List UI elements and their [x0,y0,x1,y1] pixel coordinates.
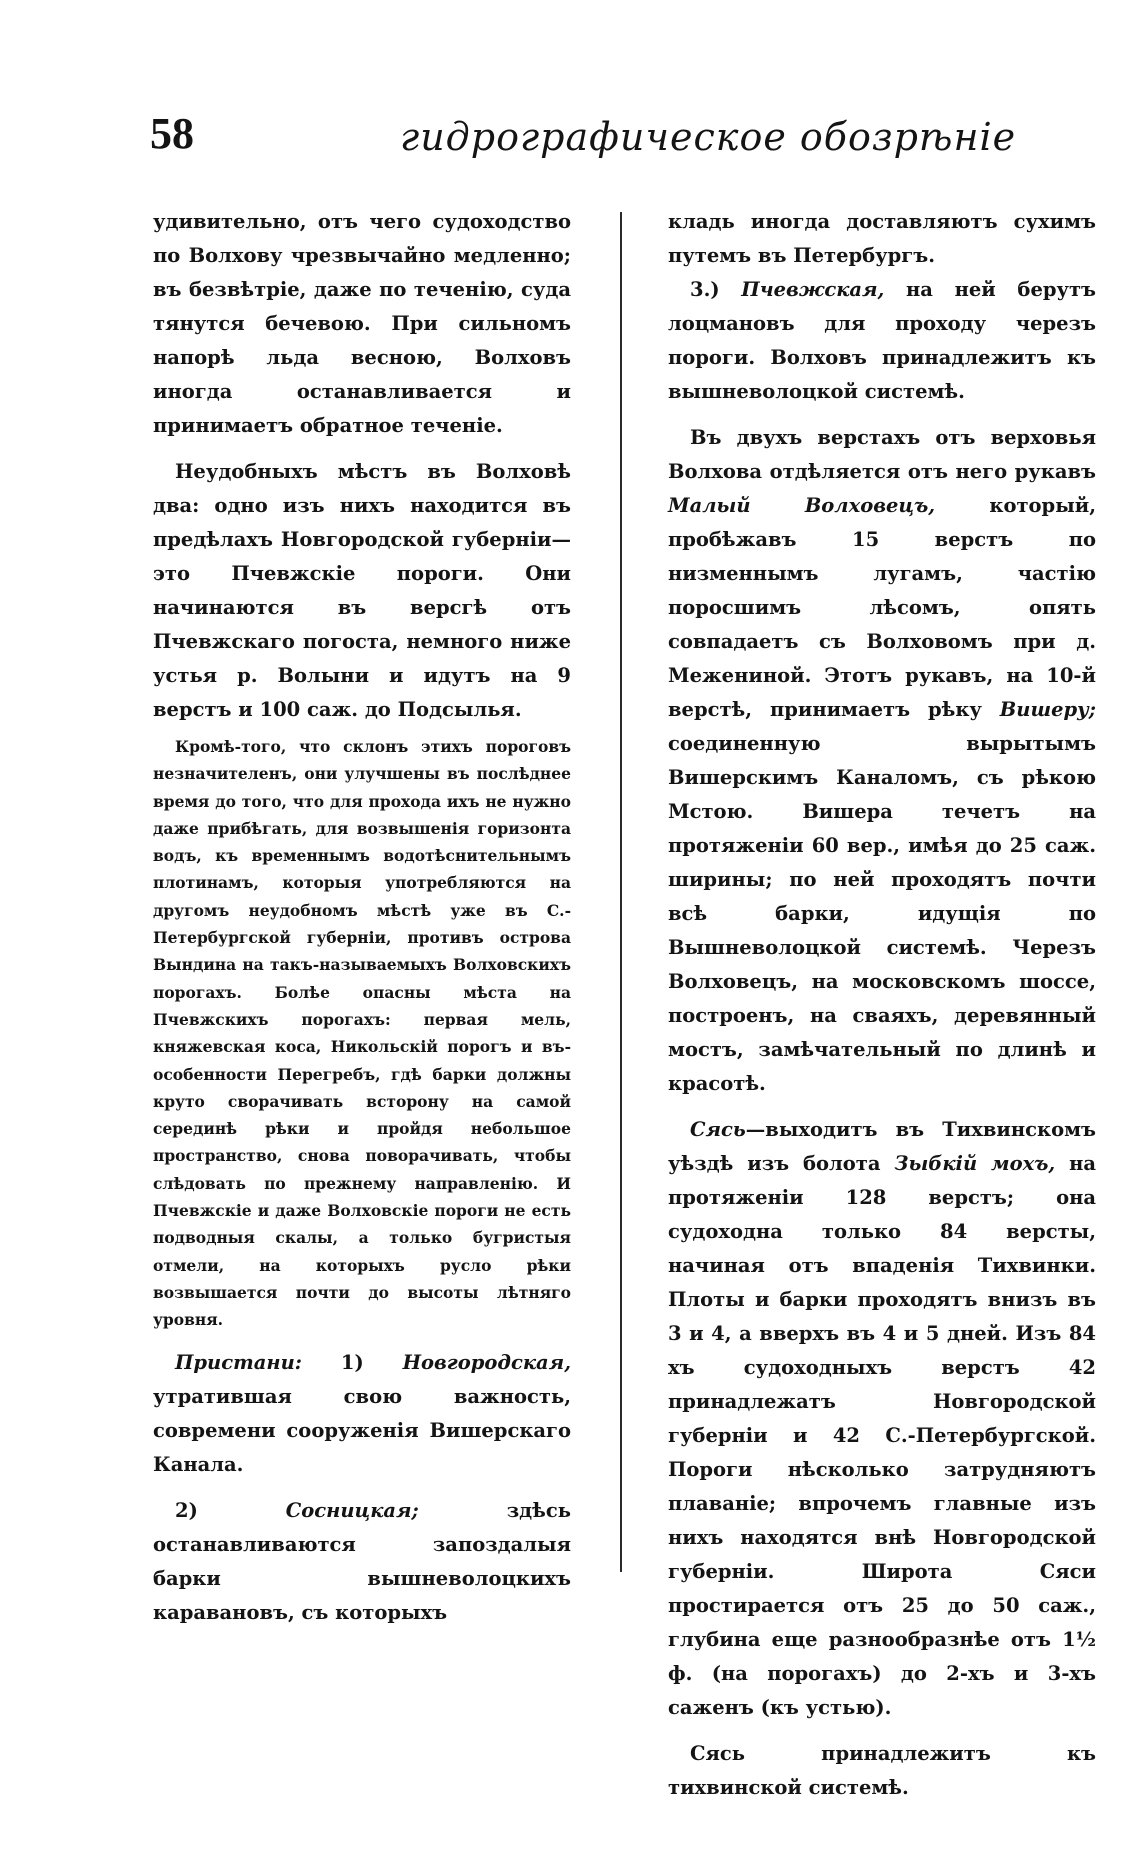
malyi-volkhovets-name: Малый Волховецъ, [668,494,936,517]
syas-text-b: на протяженіи 128 верстъ; она судоходна только 84 версты, начиная отъ впаденія Тихвинки. Плоты и барки проходятъ внизъ въ 3 и 4, а вверхъ въ 4 и 5 дней. Изъ 84 хъ судоходныхъ верстъ 42 принадлежатъ Новгородской губерніи и 42 С.-Петербургской. Пороги нѣсколько затрудняютъ плаваніе; впрочемъ главные изъ нихъ находятся внѣ Новгородской губерніи. Широта Сяси простирается отъ 25 до 50 саж., глубина еще разнообразнѣе отъ 1½ ф. (на порогахъ) до 2-хъ и 3-хъ саженъ (къ устью). [668,1152,1096,1719]
right-paragraph-4 [668,1113,1096,1725]
left-paragraph-2: Неудобныхъ мѣстъ въ Волховѣ два: одно изъ нихъ находится въ предѣлахъ Новгородской губерніи— это Пчевжскіе пороги. Они начинаются въ версгѣ отъ Пчевжскаго погоста, немного ниже устья р. Волыни и идутъ на 9 верстъ и 100 саж. до Подсылья. [153,460,571,721]
pier-3-text: на ней берутъ лоцмановъ для проходу черезъ пороги. Волховъ принадлежитъ къ вышневолоцкой системѣ. [668,278,1097,403]
pier-2-name: Сосницкая; [285,1498,419,1522]
volkhovets-text-b: который, пробѣжавъ 15 верстъ по низменнымъ лугамъ, частію поросшимъ лѣсомъ, опять совпадаетъ съ Волховомъ при д. Межениной. Этотъ рукавъ, на 10-й верстѣ, принимаетъ рѣку [668,494,1096,721]
pier-3-number: 3.) [690,278,720,301]
syas-name: Сясь [690,1118,746,1141]
volkhovets-text-c: соединенную вырытымъ Вишерскимъ Каналомъ, съ рѣкою Мстою. Вишера течетъ на протяженіи 60 вер., имѣя до 25 саж. ширины; по ней проходятъ почти всѣ барки, идущія по Вышневолоцкой системѣ. Черезъ Волховецъ, на московскомъ шоссе, построенъ, на сваяхъ, деревянный мостъ, замѣчательный по длинѣ и красотѣ. [668,732,1096,1095]
right-paragraph-3 [668,421,1096,1101]
zybkii-mokh-name: Зыбкій мохъ, [894,1152,1056,1175]
pier-1-name: Новгородская, [402,1350,571,1374]
pier-1-number: 1) [340,1350,364,1374]
running-head: гидрографическое обозрѣніе [400,115,1017,159]
volkhovets-text-a: Въ двухъ верстахъ отъ верховья Волхова отдѣляется отъ него рукавъ [668,426,1096,483]
left-column [153,205,571,1630]
right-column [668,205,1096,1805]
column-divider [620,212,622,1572]
syas-text-a: —выходитъ въ Тихвинскомъ уѣздѣ изъ болота [668,1118,1096,1175]
left-paragraph-3-small: Кромѣ-того, что склонъ этихъ пороговъ незначителенъ, они улучшены въ послѣднее время до того, что для прохода ихъ не нужно даже прибѣгать, для возвышенія горизонта водъ, къ временнымъ водотѣснительнымъ плотинамъ, которыя употребляются на другомъ неудобномъ мѣстѣ уже въ С.-Петербургской губерніи, противъ острова Вындина на такъ-называемыхъ Волховскихъ порогахъ. Болѣе опасны мѣста на Пчевжскихъ порогахъ: первая мель, княжевская коса, Никольскій порогъ и въ-особенности Перегребъ, гдѣ барки должны круто сворачивать всторону на самой серединѣ рѣки и пройдя небольшое пространство, снова поворачивать, чтобы слѣдовать по прежнему направленію. И Пчевжскіе и даже Волховскіе пороги не есть подводныя скалы, а только бугристыя отмели, на которыхъ русло рѣки возвышается почти до высоты лѣтняго уровня. [153,737,571,1330]
left-paragraph-5 [153,1494,571,1630]
right-paragraph-2 [668,273,1096,409]
piers-label: Пристани: [175,1350,302,1374]
pier-2-text: здѣсь останавливаются запоздалыя барки вышневолоцкихъ каравановъ, съ которыхъ [153,1498,571,1624]
left-paragraph-4 [153,1346,571,1482]
pier-2-number: 2) [175,1498,198,1522]
right-paragraph-5: Сясь принадлежитъ къ тихвинской системѣ. [668,1742,1096,1799]
left-paragraph-1: удивительно, отъ чего судоходство по Волхову чрезвычайно медленно; въ безвѣтріе, даже по теченію, суда тянутся бечевою. При сильномъ напорѣ льда весною, Волховъ иногда останавливается и принимаетъ обратное теченіе. [153,210,571,437]
vishera-name: Вишеру; [999,698,1096,721]
pier-3-name: Пчевжская, [741,278,885,301]
pier-1-text: утратившая свою важность, современи сооруженія Вишерскаго Канала. [153,1384,571,1476]
right-paragraph-1: кладь иногда доставляютъ сухимъ путемъ въ Петербургъ. [668,210,1096,267]
page-number: 58 [150,109,194,158]
